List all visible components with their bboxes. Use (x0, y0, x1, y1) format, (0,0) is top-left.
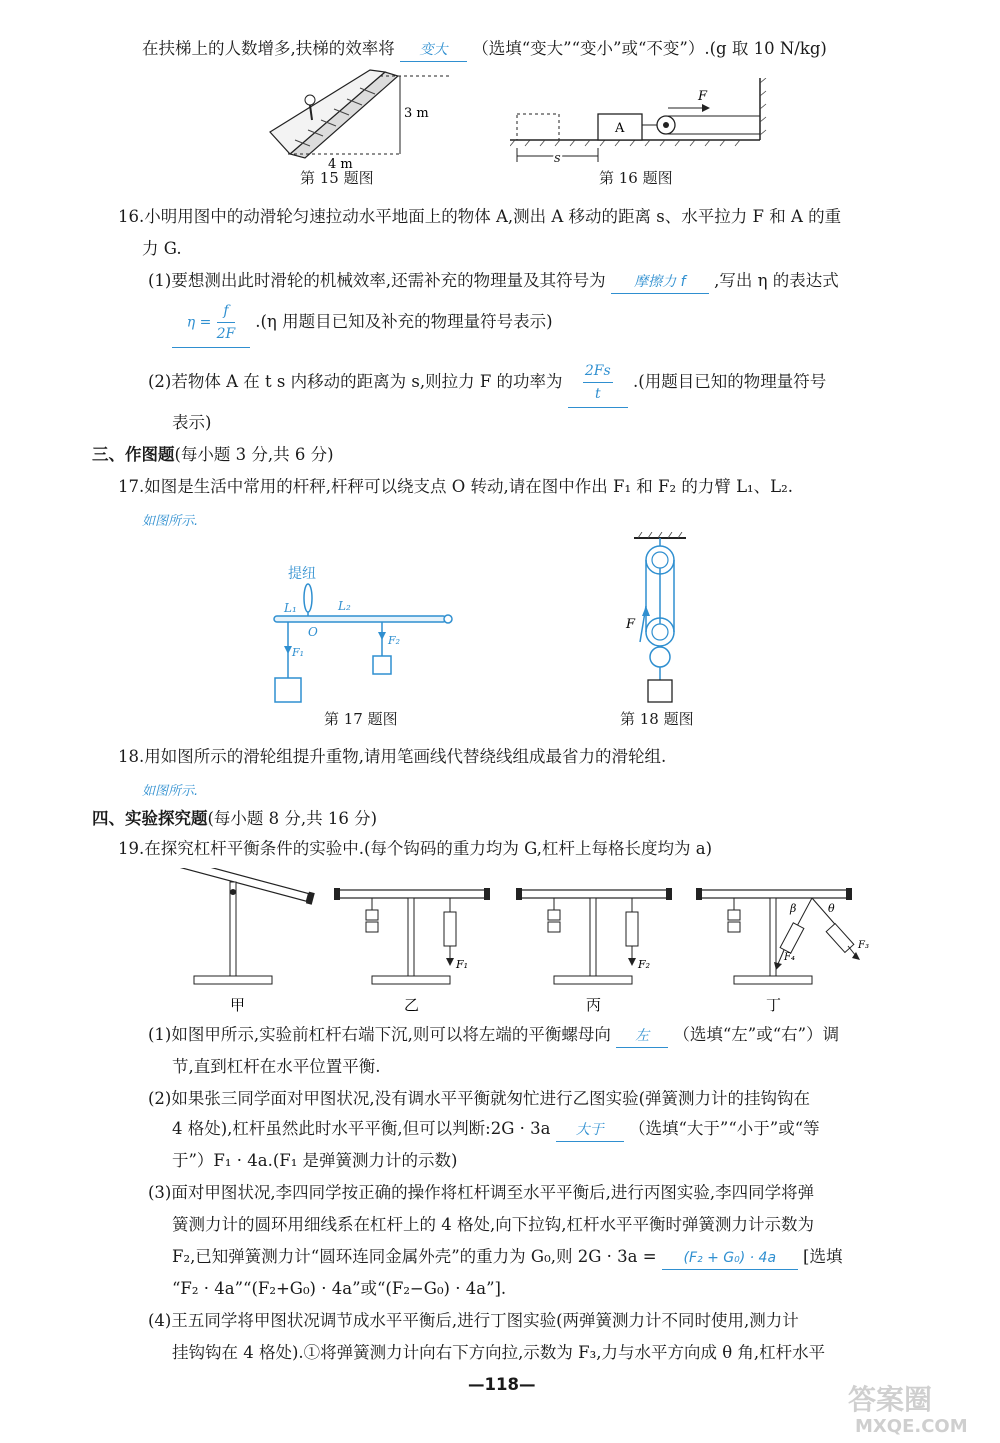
fig18-force-label: F (626, 617, 636, 632)
q19-p2-line3: 于”）F₁ · 4a.(F₁ 是弹簧测力计的示数) (172, 1151, 458, 1170)
fig19-label-jia: 甲 (230, 996, 246, 1014)
q19-p1-answer: 左 (616, 1025, 668, 1048)
q19-p2-suffix: （选填“大于”“小于”或“等 (628, 1119, 820, 1138)
q19-p3-line1: (3)面对甲图状况,李四同学按正确的操作将杠杆调至水平平衡后,进行丙图实验,李四同学将弹 (148, 1183, 815, 1202)
q19-p1-line2: 节,直到杠杆在水平位置平衡. (172, 1057, 381, 1076)
section4-heading-bold: 四、实验探究题 (92, 809, 208, 828)
q16-p2-prefix: (2)若物体 A 在 t s 内移动的距离为 s,则拉力 F 的功率为 (148, 372, 563, 391)
q16-part1 (148, 270, 839, 294)
fig19-theta: θ (828, 902, 835, 915)
fig18-caption: 第 18 题图 (620, 710, 694, 728)
section3-heading-bold: 三、作图题 (92, 445, 175, 464)
q18-note: 如图所示. (142, 784, 199, 799)
q16-p2-answer (568, 360, 628, 408)
pulley-system-figure (620, 532, 700, 712)
steelyard-figure (260, 560, 460, 710)
q16-line1: 16.小明用图中的动滑轮匀速拉动水平地面上的物体 A,测出 A 移动的距离 s、水平拉力 F 和 A 的重 (118, 207, 842, 226)
q16-p2-suffix: .(用题目已知的物理量符号 (633, 372, 827, 391)
fig19-F4: F₄ (784, 952, 795, 963)
fig16-distance-label: s (554, 151, 561, 166)
lever-stands-figure (150, 868, 870, 1018)
page-number: —118— (468, 1375, 536, 1394)
q16-eta-left: η = (186, 314, 212, 331)
q16-part2 (148, 360, 826, 408)
fig17-handle-label: 提纽 (288, 566, 316, 582)
q19-p1-prefix: (1)如图甲所示,实验前杠杆右端下沉,则可以将左端的平衡螺母向 (148, 1025, 611, 1044)
fig19-label-ding: 丁 (766, 996, 782, 1014)
q19-part3 (172, 1246, 842, 1270)
q15-suffix: （选填“变大”“变小”或“不变”）.(g 取 10 N/kg) (472, 39, 827, 58)
fig17-L1: L₁ (284, 601, 297, 615)
fig15-height-label: 3 m (404, 106, 429, 121)
q16-p2-line2: 表示) (172, 413, 212, 432)
q15-text: 在扶梯上的人数增多,扶梯的效率将 (142, 39, 395, 58)
q18-text: 18.用如图所示的滑轮组提升重物,请用笔画线代替绕线组成最省力的滑轮组. (118, 747, 667, 766)
section4-heading (92, 808, 377, 830)
fig16-block-label: A (615, 121, 625, 136)
fig16-force-label: F (698, 89, 708, 104)
q15-answer: 变大 (400, 39, 467, 62)
q16-eta-fraction (217, 300, 236, 345)
q19-part1 (148, 1024, 839, 1048)
fig19-beta: β (790, 902, 797, 915)
fig15-width-label: 4 m (328, 157, 353, 170)
lever-stand-jia (153, 868, 315, 984)
q16-eta-suffix: .(η 用题目已知及补充的物理量符号表示) (255, 312, 553, 331)
q16-p1-answer: 摩擦力 f (611, 271, 709, 294)
fig19-F2: F₂ (638, 958, 651, 971)
section3-heading (92, 444, 334, 466)
fig19-F1: F₁ (456, 958, 469, 971)
lever-stand-yi (334, 888, 490, 984)
q19-p2-prefix: 4 格处),杠杆虽然此时水平平衡,但可以判断:2G · 3a (172, 1119, 551, 1138)
fig17-F1: F₁ (292, 646, 305, 659)
fig16-caption: 第 16 题图 (599, 169, 673, 187)
fig17-F2: F₂ (388, 634, 401, 647)
q16-eta-num: f (217, 300, 236, 323)
q16-eta-line (172, 300, 553, 348)
fig17-L2: L₂ (338, 599, 351, 613)
q15-line (142, 38, 827, 62)
fig15-caption: 第 15 题图 (300, 169, 374, 187)
q19-p4-line1: (4)王五同学将甲图状况调节成水平平衡后,进行丁图实验(两弹簧测力计不同时使用,测力计 (148, 1311, 799, 1330)
watermark-url: MXQE.COM (855, 1416, 968, 1437)
fig17-caption: 第 17 题图 (324, 710, 398, 728)
lever-stand-ding (696, 888, 869, 984)
q19-part2 (172, 1118, 820, 1142)
q19-p3-answer: (F₂ + G₀) · 4a (662, 1247, 798, 1270)
q19-p2-line1: (2)如果张三同学面对甲图状况,没有调水平平衡就匆忙进行乙图实验(弹簧测力计的挂钩钩在 (148, 1089, 811, 1108)
q19-p3-line2: 簧测力计的圆环用细线系在杠杆上的 4 格处,向下拉钩,杠杆水平平衡时弹簧测力计示数为 (172, 1215, 814, 1234)
q19-p4-line2: 挂钩钩在 4 格处).①将弹簧测力计向右下方向拉,示数为 F₃,力与水平方向成 θ 角,杠杆水平 (172, 1343, 826, 1362)
fig19-F3: F₃ (858, 940, 869, 951)
q19-p3-prefix: F₂,已知弹簧测力计“圆环连同金属外壳”的重力为 G₀,则 2G · 3a = (172, 1247, 657, 1266)
section3-heading-rest: (每小题 3 分,共 6 分) (174, 445, 334, 464)
q16-p1-suffix: ,写出 η 的表达式 (714, 271, 839, 290)
q19-p1-suffix: （选填“左”或“右”）调 (673, 1025, 840, 1044)
q19-p3-suffix: [选填 (803, 1247, 843, 1266)
fig19-label-yi: 乙 (404, 996, 420, 1014)
q16-p1-prefix: (1)要想测出此时滑轮的机械效率,还需补充的物理量及其符号为 (148, 271, 606, 290)
pulley-block-figure (510, 78, 770, 168)
lever-stand-bing (516, 888, 672, 984)
q17-note: 如图所示. (142, 514, 199, 529)
q16-p2-fraction (583, 360, 613, 405)
q16-line2: 力 G. (142, 239, 182, 258)
escalator-figure (250, 62, 450, 170)
q16-eta-den: 2F (216, 326, 236, 342)
fig17-O: O (308, 625, 318, 639)
q19-p3-line4: “F₂ · 4a”“(F₂+G₀) · 4a”或“(F₂−G₀) · 4a”]. (172, 1279, 507, 1298)
q19-intro: 19.在探究杠杆平衡条件的实验中.(每个钩码的重力均为 G,杠杆上每格长度均为 a) (118, 839, 713, 858)
q16-p2-den: t (594, 386, 601, 402)
q19-p2-answer: 大于 (556, 1119, 624, 1142)
q16-eta-answer (172, 300, 250, 348)
watermark-logo: 答案圈 (848, 1383, 933, 1416)
q16-p2-num: 2Fs (583, 360, 613, 383)
fig19-label-bing: 丙 (586, 996, 602, 1014)
q17-text: 17.如图是生活中常用的杆秤,杆秤可以绕支点 O 转动,请在图中作出 F₁ 和 F₂ 的力臂 L₁、L₂. (118, 477, 793, 496)
section4-heading-rest: (每小题 8 分,共 16 分) (207, 809, 378, 828)
